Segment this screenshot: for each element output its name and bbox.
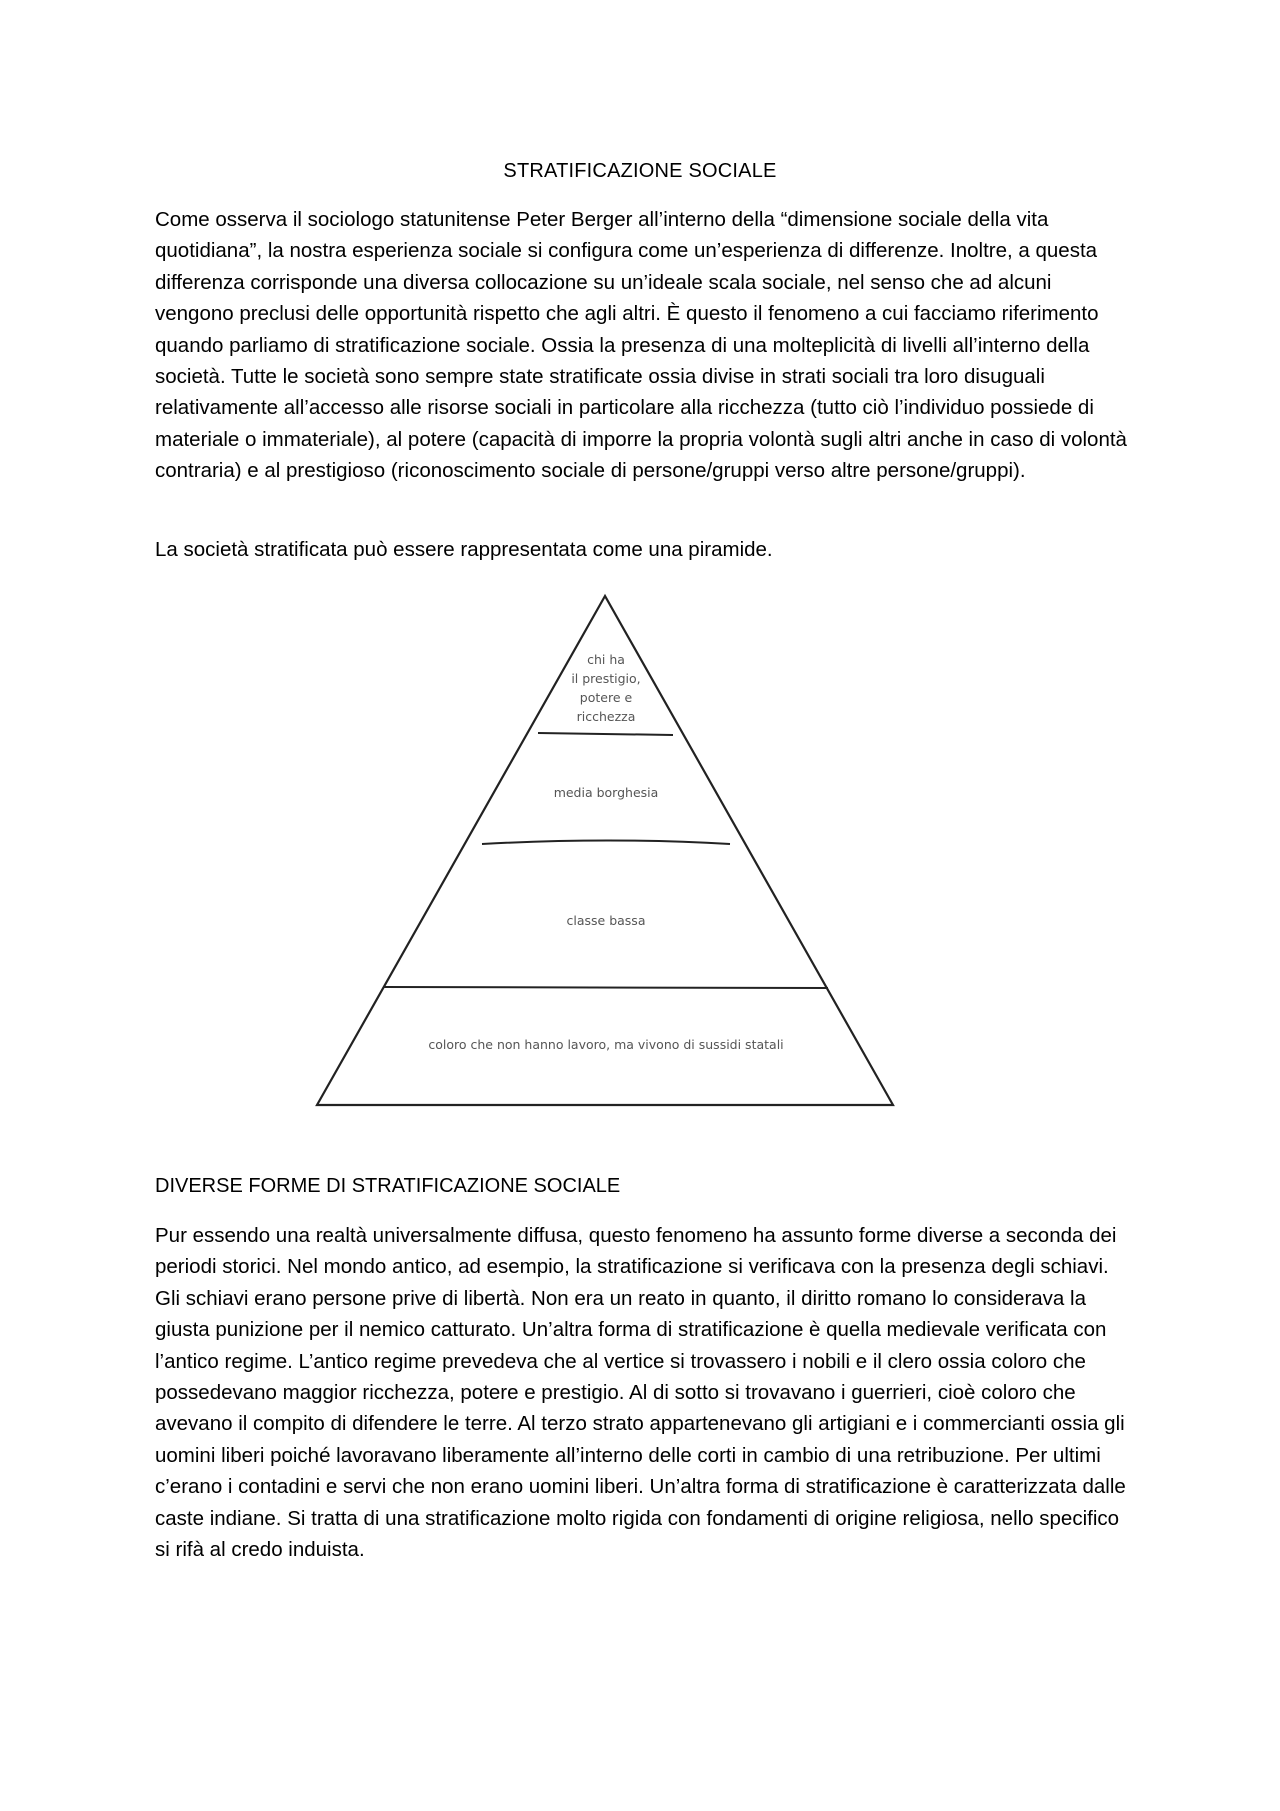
pyramid-level-top-line-4: ricchezza — [576, 709, 636, 724]
pyramid-level-bottom: coloro che non hanno lavoro, ma vivono di sussidi statali — [428, 1037, 784, 1052]
section-heading: DIVERSE FORME DI STRATIFICAZIONE SOCIALE — [155, 1175, 621, 1197]
pyramid-level-top-line-3: potere e — [579, 690, 633, 705]
stratification-pyramid-diagram — [310, 590, 900, 1110]
pyramid-level-top-line-1: chi ha — [587, 652, 625, 667]
intro-paragraph: Come osserva il sociologo statunitense Peter Berger all’interno della “dimensione sociale della vita quotidiana”, la nostra esperienza sociale si configura come un’esperienza di differenze. Inoltre, a questa differenza corrisponde una diversa collocazione su un’ideale scala sociale, nel senso che ad alcuni vengono preclusi delle opportunità rispetto che agli altri. È questo il fenomeno a cui facciamo riferimento quando parliamo di stratificazione sociale. Ossia la presenza di una molteplicità di livelli all’interno della società. Tutte le società sono sempre state stratificate ossia divise in strati sociali tra loro disuguali relativamente all’accesso alle risorse sociali in particolare alla ricchezza (tutto ciò l’individuo possiede di materiale o immateriale), al potere (capacità di imporre la propria volontà sugli altri anche in caso di volontà contraria) e al prestigioso (riconoscimento sociale di persone/gruppi verso altre persone/gruppi). — [155, 208, 1127, 483]
pyramid-divider-3 — [384, 987, 828, 988]
pyramid-level-lower: classe bassa — [566, 913, 646, 928]
pyramid-intro-paragraph: La società stratificata può essere rappresentata come una piramide. — [155, 538, 773, 561]
pyramid-level-top-line-2: il prestigio, — [571, 671, 641, 686]
pyramid-level-middle: media borghesia — [553, 785, 659, 800]
page-title: STRATIFICAZIONE SOCIALE — [503, 160, 777, 182]
section-body-paragraph: Pur essendo una realtà universalmente diffusa, questo fenomeno ha assunto forme diverse a seconda dei periodi storici. Nel mondo antico, ad esempio, la stratificazione si verificava con la presenza degli schiavi. Gli schiavi erano persone prive di libertà. Non era un reato in quanto, il diritto romano lo considerava la giusta punizione per il nemico catturato. Un’altra forma di stratificazione è quella medievale verificata con l’antico regime. L’antico regime prevedeva che al vertice si trovassero i nobili e il clero ossia coloro che possedevano maggior ricchezza, potere e prestigio. Al di sotto si trovavano i guerrieri, cioè coloro che avevano il compito di difendere le terre. Al terzo strato appartenevano gli artigiani e i commercianti ossia gli uomini liberi poiché lavoravano liberamente all’interno delle corti in cambio di una retribuzione. Per ultimi c’erano i contadini e servi che non erano uomini liberi. Un’altra forma di stratificazione è caratterizzata dalle caste indiane. Si tratta di una stratificazione molto rigida con fondamenti di origine religiosa, nello specifico si rifà al credo induista. — [155, 1224, 1126, 1562]
